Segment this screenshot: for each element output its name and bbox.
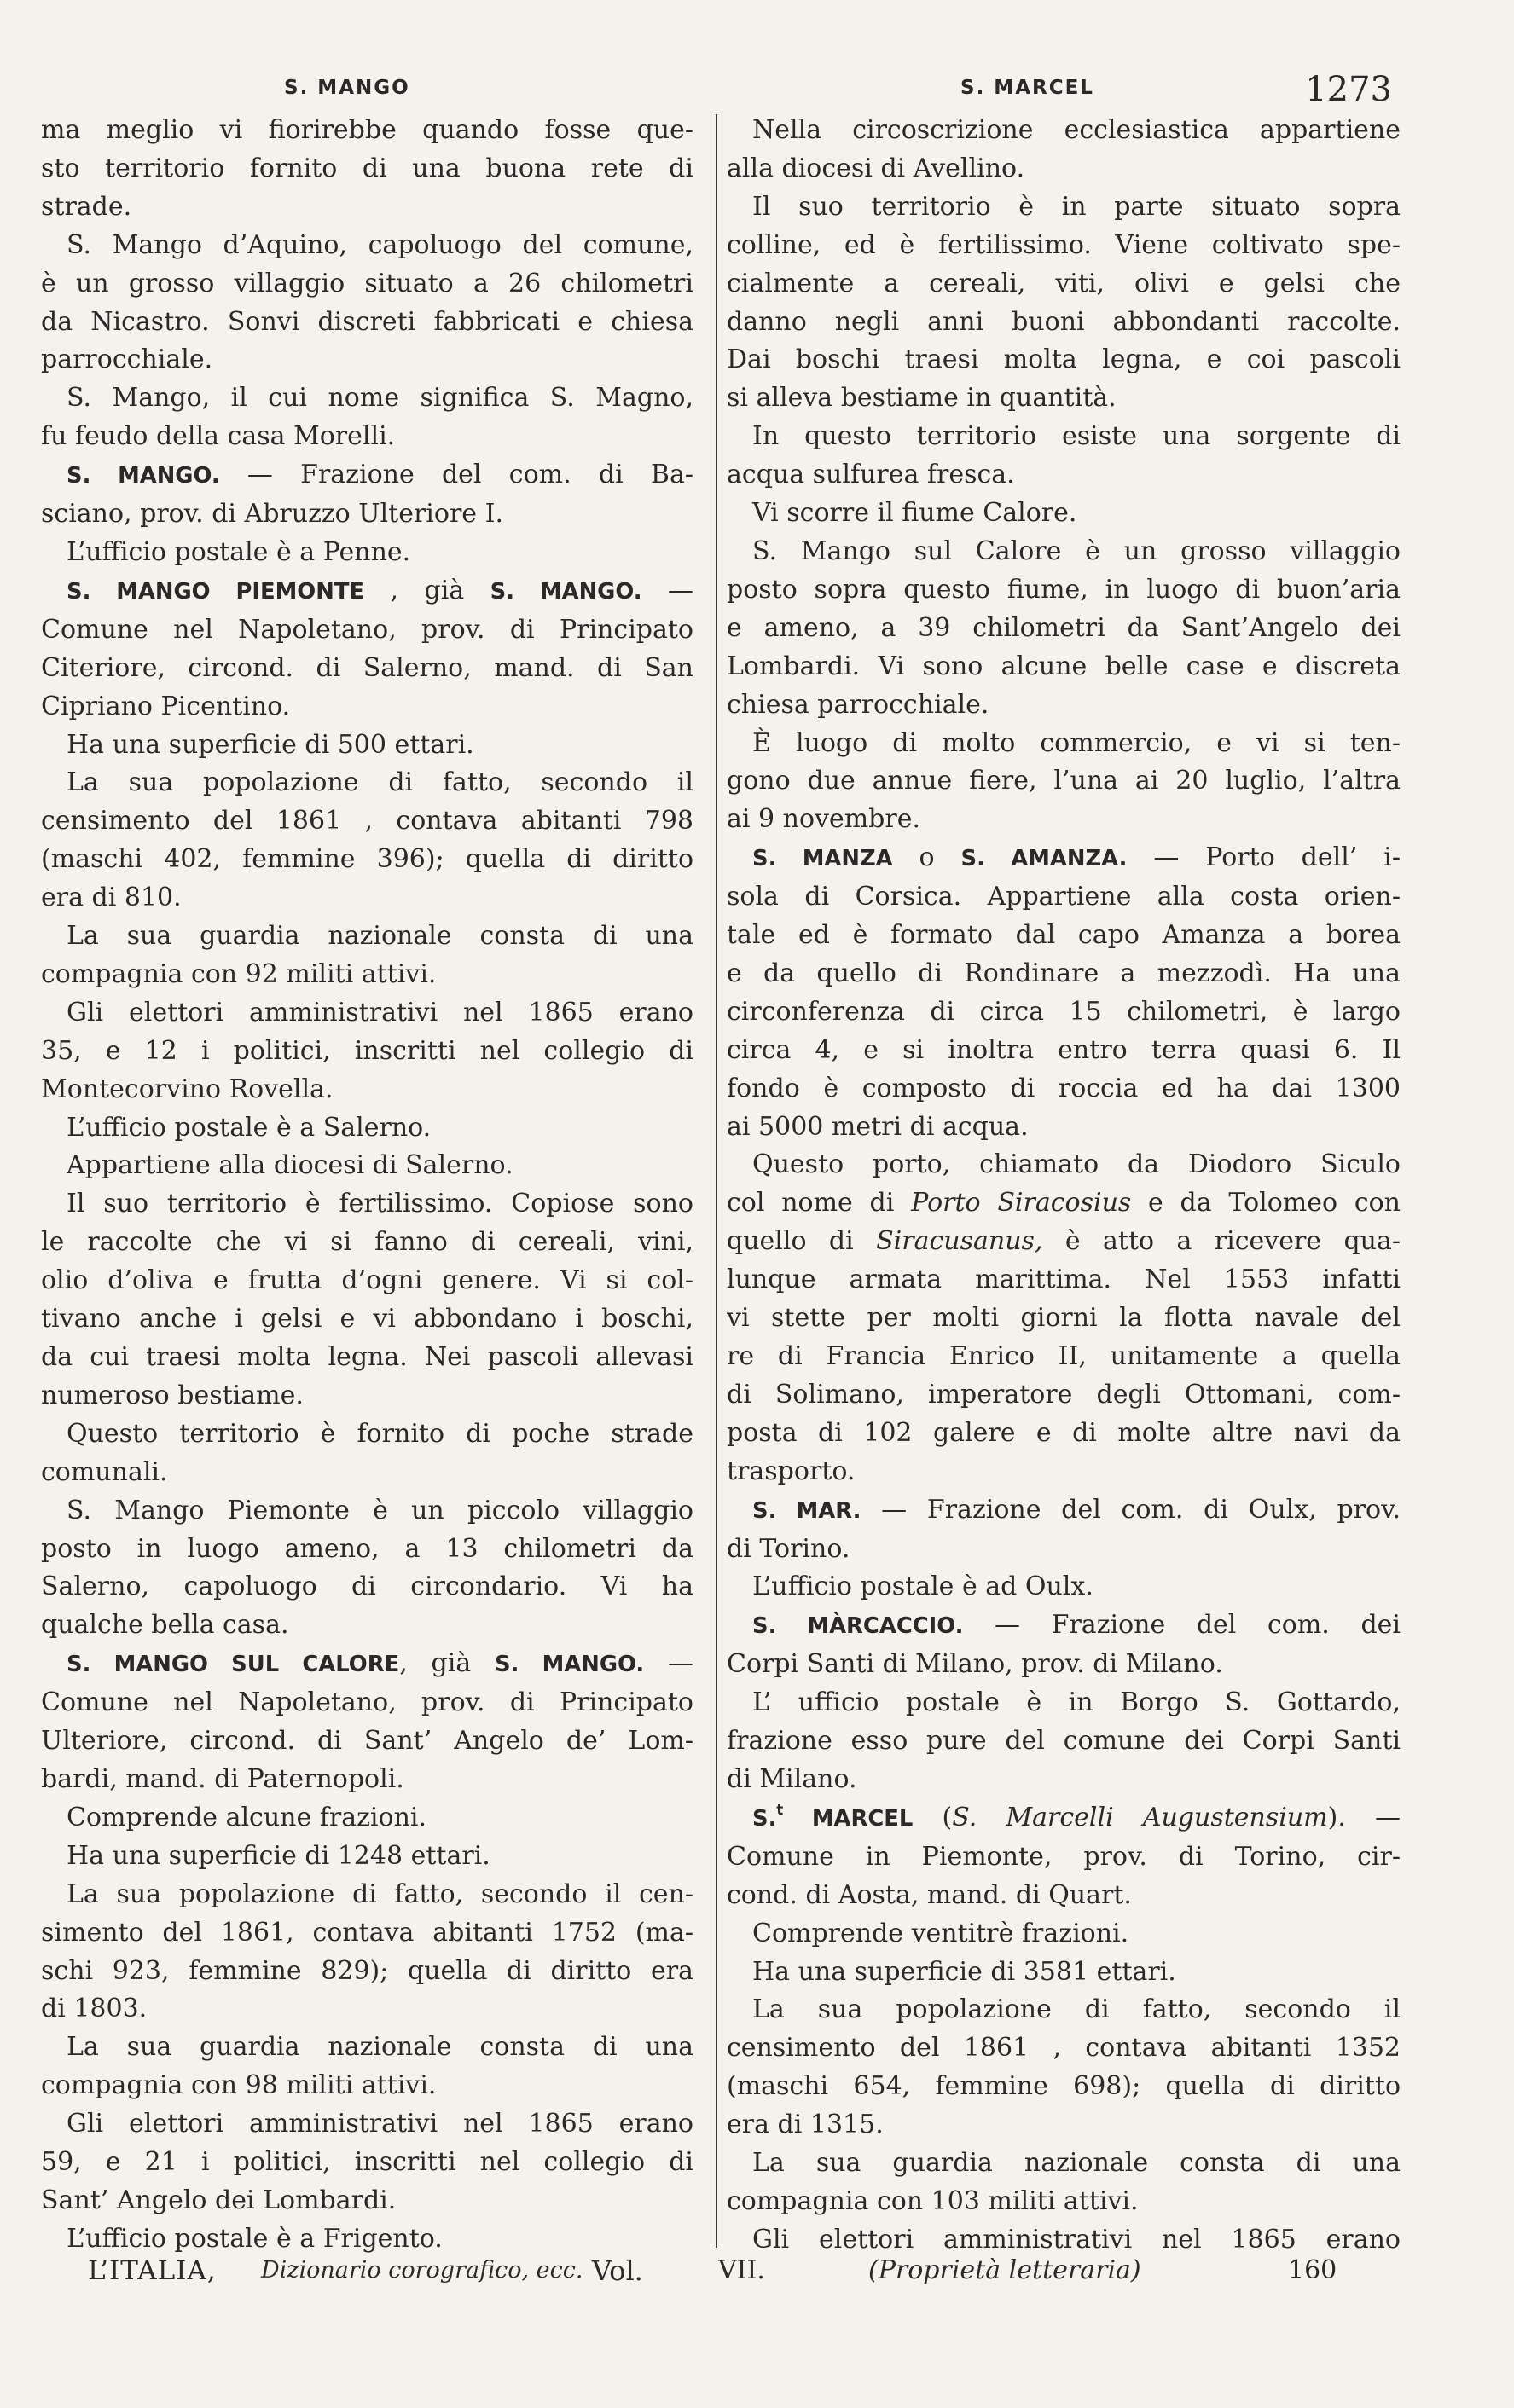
text-line: Nella circoscrizione ecclesiastica appartiene [752,115,1401,145]
left-text-column [41,112,693,2259]
headword: S. MANGO. [495,1652,645,1678]
italic-text: Siracusanus, [876,1226,1043,1257]
headword: S. MANGO PIEMONTE [67,578,365,605]
text-line [41,572,693,611]
text-run: quello di [727,1226,877,1257]
text-run: — Frazione del com. dei [963,1610,1401,1641]
text-run: ( [913,1802,953,1832]
paragraph [727,418,1401,495]
text-line: Questo territorio è fornito di poche strade [67,1418,693,1449]
text-line: da cui traesi molta legna. Nei pascoli allevasi [41,1342,693,1372]
text-run: — [641,575,693,605]
text-line: Comune nel Napoletano, prov. di Principato [41,1687,693,1718]
text-line [727,1223,1401,1261]
text-line: Ulteriore, circond. di Sant’ Angelo de’ Lom- [41,1726,693,1757]
headword: S. MANGO SUL CALORE [67,1652,400,1678]
text-line: qualche bella casa. [41,1610,289,1641]
text-line: numeroso bestiame. [41,1380,304,1410]
italic-text: S. Marcelli Augustensium [952,1802,1328,1832]
paragraph [41,1109,693,1148]
paragraph [41,1799,693,1838]
text-line: Questo porto, chiamato da Diodoro Siculo [752,1149,1401,1180]
footer-volume-number: VII. [718,2255,765,2285]
text-line [727,1606,1401,1646]
text-line: L’ufficio postale è a Penne. [67,536,411,567]
paragraph [41,2029,693,2105]
paragraph [41,994,693,1109]
text-line: La sua guardia nazionale consta di una [752,2148,1401,2179]
text-line: 35, e 12 i politici, inscritti nel collegio di [41,1035,693,1066]
text-line: cialmente a cereali, viti, olivi e gelsi che [727,268,1401,298]
paragraph [727,1491,1401,1569]
text-line: strade. [41,191,132,222]
headword: S. MÀRCACCIO. [752,1613,964,1640]
text-line: compagnia con 92 militi attivi. [41,958,437,989]
headword: S. MANZA [752,846,893,872]
paragraph [727,1568,1401,1606]
text-line: chiesa parrocchiale. [727,689,989,720]
text-line: Ha una superficie di 1248 ettari. [67,1840,490,1871]
text-line: frazione esso pure del comune dei Corpi Santi [727,1726,1401,1757]
text-line [41,1645,693,1684]
text-line: si alleva bestiame in quantità. [727,383,1117,414]
text-line: Comprende ventitrè frazioni. [752,1918,1129,1948]
text-line: di 1803. [41,1994,148,2024]
text-run: — Frazione del com. di Ba- [219,460,693,490]
running-head-left: S. MANGO [284,77,410,99]
text-line: Lombardi. Vi sono alcune belle case e discreta [727,651,1401,681]
text-line: era di 1315. [727,2110,884,2140]
text-line: Salerno, capoluogo di circondario. Vi ha [41,1572,693,1602]
text-line: trasporto. [727,1456,856,1486]
footer-signature-mark: 160 [1288,2255,1337,2285]
paragraph [41,534,693,572]
text-line: La sua guardia nazionale consta di una [67,2032,693,2063]
paragraph [41,227,693,380]
paragraph [41,917,693,994]
text-run: e da Tolomeo con [1131,1188,1401,1218]
text-line: colline, ed è fertilissimo. Viene coltivato spe- [727,229,1401,260]
text-line: re di Francia Enrico II, unitamente a quella [727,1341,1401,1371]
paragraph [727,112,1401,188]
paragraph [727,839,1401,1146]
text-line: sciano, prov. di Abruzzo Ulteriore I. [41,499,503,530]
paragraph [727,495,1401,533]
headword: MARCEL [783,1805,914,1832]
footer-volume-label: Vol. [592,2255,643,2287]
text-line: di Milano. [727,1763,857,1794]
text-line: Comprende alcune frazioni. [67,1802,427,1832]
text-line: S. Mango Piemonte è un piccolo villaggio [67,1495,693,1525]
text-line: L’ ufficio postale è in Borgo S. Gottardo, [752,1687,1401,1718]
text-line: di Solimano, imperatore degli Ottomani, com- [727,1379,1401,1409]
text-line: tivano anche i gelsi e vi abbondano i boschi, [41,1304,693,1334]
text-line: di Torino. [727,1533,850,1564]
text-run: — Porto dell’ i- [1127,842,1401,873]
text-line: danno negli anni buoni abbondanti raccolte. [727,306,1401,337]
text-line: tale ed è formato dal capo Amanza a borea [727,920,1401,951]
text-line [727,839,1401,878]
footer-series-title: L’ITALIA, [88,2255,217,2286]
text-line: La sua guardia nazionale consta di una [67,921,693,952]
text-line: Comune nel Napoletano, prov. di Principato [41,614,693,645]
text-line: La sua popolazione di fatto, secondo il [67,767,693,798]
text-line [41,456,693,495]
text-line: è un grosso villaggio situato a 26 chilometri [41,268,693,298]
text-line: Cipriano Picentino. [41,691,291,721]
text-line: Corpi Santi di Milano, prov. di Milano. [727,1649,1223,1680]
text-line: ma meglio vi fiorirebbe quando fosse que- [41,115,693,145]
text-line: posto sopra questo fiume, in luogo di buon’aria [727,574,1401,605]
text-line: È luogo di molto commercio, e vi si ten- [752,727,1401,758]
text-run: , già [364,575,490,605]
paragraph [727,1915,1401,1954]
text-line: (maschi 402, femmine 396); quella di diritto [41,844,693,875]
text-line: compagnia con 98 militi attivi. [41,2070,437,2101]
text-line: La sua popolazione di fatto, secondo il cen- [67,1878,693,1909]
text-line: alla diocesi di Avellino. [727,153,1025,183]
paragraph [41,764,693,917]
italic-text: Porto Siracosius [911,1188,1132,1218]
text-line: lunque armata marittima. Nel 1553 infatti [727,1265,1401,1295]
text-line: L’ufficio postale è ad Oulx. [752,1572,1093,1602]
text-line: circonferenza di circa 15 chilometri, è largo [727,996,1401,1027]
headword: S. MANGO. [67,463,220,489]
text-line: schi 923, femmine 829); quella di diritto era [41,1955,693,1986]
paragraph [727,1799,1401,1915]
text-line: Dai boschi traesi molta legna, e coi pascoli [727,344,1401,375]
paragraph [41,1838,693,1876]
paragraph [727,1954,1401,1992]
text-line: compagnia con 103 militi attivi. [727,2185,1139,2216]
paragraph [727,725,1401,840]
paragraph [727,1146,1401,1491]
text-line: olio d’oliva e frutta d’ogni genere. Vi si col- [41,1265,693,1296]
text-line [727,1184,1401,1223]
text-line [727,1491,1401,1531]
text-line: fondo è composto di roccia ed ha dai 1300 [727,1073,1401,1103]
text-run: col nome di [727,1188,912,1218]
text-line: Vi scorre il fiume Calore. [752,498,1077,529]
paragraph [41,572,693,726]
text-line: Ha una superficie di 500 ettari. [67,729,474,760]
text-line: Gli elettori amministrativi nel 1865 erano [67,2109,693,2139]
text-line: era di 810. [41,883,182,913]
paragraph [727,2145,1401,2221]
text-line: ai 9 novembre. [727,804,921,835]
text-line [727,1799,1401,1838]
text-line: Il suo territorio è in parte situato sopra [752,191,1401,222]
text-line: Ha una superficie di 3581 ettari. [752,1956,1176,1987]
text-line: censimento del 1861 , contava abitanti 798 [41,806,693,836]
paragraph [41,1185,693,1415]
paragraph [727,1991,1401,2145]
text-line: Sant’ Angelo dei Lombardi. [41,2185,397,2215]
text-line: Montecorvino Rovella. [41,1074,334,1104]
paragraph [41,2105,693,2220]
text-line: acqua sulfurea fresca. [727,460,1015,490]
text-line: Comune in Piemonte, prov. di Torino, cir- [727,1841,1401,1872]
footer-rights-notice: (Proprietà letteraria) [868,2255,1141,2285]
text-line: Gli elettori amministrativi nel 1865 erano [67,997,693,1027]
text-line: L’ufficio postale è a Salerno. [67,1112,432,1143]
running-head-right: S. MARCEL [960,77,1094,99]
text-line: da Nicastro. Sonvi discreti fabbricati e chiesa [41,306,693,337]
paragraph [41,1645,693,1799]
paragraph [41,1415,693,1492]
paragraph [41,379,693,456]
text-line: S. Mango, il cui nome significa S. Magno, [67,383,693,414]
page-number: 1273 [1305,70,1392,109]
text-line: Citeriore, circond. di Salerno, mand. di San [41,652,693,683]
text-line: posto in luogo ameno, a 13 chilometri da [41,1533,693,1564]
paragraph [41,112,693,227]
paragraph [727,1606,1401,1684]
text-line: Il suo territorio è fertilissimo. Copiose sono [67,1189,693,1219]
paragraph [41,456,693,534]
paragraph [727,533,1401,725]
text-line: e da quello di Rondinare a mezzodì. Ha una [727,958,1401,988]
column-divider-rule [716,114,717,2248]
paragraph [727,188,1401,418]
text-run: , già [399,1648,496,1679]
text-line: cond. di Aosta, mand. di Quart. [727,1879,1132,1910]
headword: S. MAR. [752,1497,861,1524]
text-run: ). — [1327,1802,1401,1832]
text-line: posta di 102 galere e di molte altre navi da [727,1417,1401,1448]
text-line: fu feudo della casa Morelli. [41,421,396,452]
paragraph [41,726,693,765]
text-line: sola di Corsica. Appartiene alla costa orien- [727,882,1401,912]
text-line: La sua popolazione di fatto, secondo il [752,1994,1401,2025]
text-line: e ameno, a 39 chilometri da Sant’Angelo dei [727,612,1401,643]
paragraph [41,1147,693,1185]
text-line: vi stette per molti giorni la flotta navale del [727,1303,1401,1334]
text-line: In questo territorio esiste una sorgente di [752,421,1401,452]
text-line: Gli elettori amministrativi nel 1865 erano [752,2224,1401,2255]
paragraph [41,1876,693,2029]
headword: S. AMANZA. [960,846,1128,872]
text-line: L’ufficio postale è a Frigento. [67,2223,443,2254]
text-run: o [892,842,961,873]
text-line: bardi, mand. di Paternopoli. [41,1763,404,1794]
text-run: è atto a ricevere qua- [1042,1226,1401,1257]
text-line: parrocchiale. [41,344,213,375]
footer-work-title: Dizionario corografico, ecc. [261,2257,583,2284]
text-line: circa 4, e si inoltra entro terra quasi 6. Il [727,1034,1401,1065]
text-line: le raccolte che vi si fanno di cereali, vini, [41,1227,693,1258]
text-line: S. Mango sul Calore è un grosso villaggio [752,535,1401,566]
text-line: simento del 1861, contava abitanti 1752 (ma- [41,1917,693,1948]
paragraph [41,1492,693,1646]
text-run: — [644,1648,694,1679]
text-run: — Frazione del com. di Oulx, prov. [861,1494,1401,1525]
text-line: sto territorio fornito di una buona rete di [41,153,693,183]
paragraph [727,1684,1401,1799]
headword: t [776,1801,784,1818]
headword: S. [752,1805,777,1832]
text-line: gono due annue fiere, l’una ai 20 luglio, l’altra [727,766,1401,796]
right-text-column [727,112,1401,2260]
text-line: censimento del 1861 , contava abitanti 1352 [727,2033,1401,2064]
text-line: comunali. [41,1456,168,1487]
text-line: (maschi 654, femmine 698); quella di diritto [727,2071,1401,2102]
text-line: Appartiene alla diocesi di Salerno. [67,1150,513,1181]
headword: S. MANGO. [490,578,642,605]
text-line: 59, e 21 i politici, inscritti nel collegio di [41,2147,693,2178]
text-line: S. Mango d’Aquino, capoluogo del comune, [67,229,693,260]
text-line: ai 5000 metri di acqua. [727,1111,1029,1142]
